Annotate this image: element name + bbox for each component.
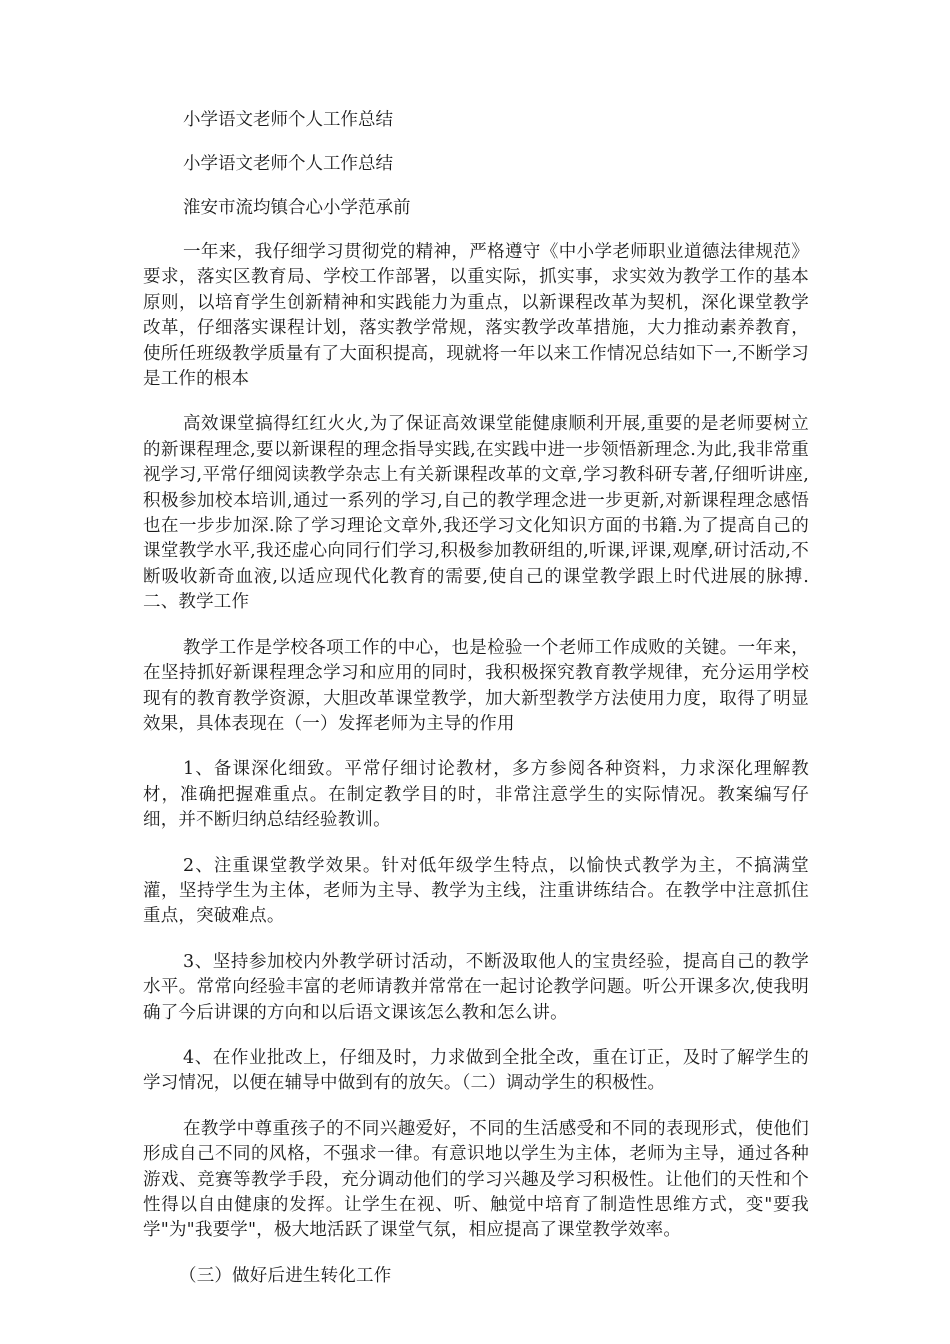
document-author: 淮安市流均镇合心小学范承前	[183, 198, 411, 218]
paragraph-student-interest: 在教学中尊重孩子的不同兴趣爱好，不同的生活感受和不同的表现形式，使他们形成自己不同的风格，不强求一律。有意识地以学生为主体，老师为主导，通过各种游戏、竞赛等教学手段，充分调动他们的学习兴趣及学习积极性。让他们的天性和个性得以自由健康的发挥。让学生在视、听、触觉中培育了制造性思维方式，变"要我学"为"我要学"，极大地活跃了课堂气氛，相应提高了课堂教学效率。	[143, 1118, 809, 1241]
paragraph-item-1: 1、备课深化细致。平常仔细讨论教材，多方参阅各种资料，力求深化理解教材，准确把握难重点。在制定教学目的时，非常注意学生的实际情况。教案编写仔细，并不断归纳总结经验教训。	[143, 759, 809, 831]
paragraph-teaching-work: 教学工作是学校各项工作的中心，也是检验一个老师工作成败的关键。一年来，在坚持抓好新课程理念学习和应用的同时，我积极探究教育教学规律，充分运用学校现有的教育教学资源，大胆改革课堂教学，加大新型教学方法使用力度，取得了明显效果，具体表现在（一）发挥老师为主导的作用	[143, 637, 809, 734]
paragraph-learning: 高效课堂搞得红红火火,为了保证高效课堂能健康顺利开展,重要的是老师要树立的新课程理念,要以新课程的理念指导实践,在实践中进一步领悟新理念.为此,我非常重视学习,平常仔细阅读教学杂志上有关新课程改革的文章,学习教科研专著,仔细听讲座,积极参加校本培训,通过一系列的学习,自己的教学理念进一步更新,对新课程理念感悟也在一步步加深.除了学习理论文章外,我还学习文化知识方面的书籍.为了提高自己的课堂教学水平,我还虚心向同行们学习,积极参加教研组的,听课,评课,观摩,研讨活动,不断吸收新奇血液,以适应现代化教育的需要,使自己的课堂教学跟上时代进展的脉搏.二、教学工作	[143, 414, 809, 613]
paragraph-item-2: 2、注重课堂教学效果。针对低年级学生特点，以愉快式教学为主，不搞满堂灌，坚持学生为主体，老师为主导、教学为主线，注重讲练结合。在教学中注意抓住重点，突破难点。	[143, 855, 809, 927]
document-subtitle: 小学语文老师个人工作总结	[183, 154, 393, 174]
document-body	[143, 108, 809, 1309]
paragraph-intro: 一年来，我仔细学习贯彻党的精神，严格遵守《中小学老师职业道德法律规范》要求，落实区教育局、学校工作部署，以重实际，抓实事，求实效为教学工作的基本原则，以培育学生创新精神和实践能力为重点，以新课程改革为契机，深化课堂教学改革，仔细落实课程计划，落实教学常规，落实教学改革措施，大力推动素养教育，使所任班级教学质量有了大面积提高，现就将一年以来工作情况总结如下一,不断学习是工作的根本	[143, 242, 809, 390]
paragraph-item-4: 4、在作业批改上，仔细及时，力求做到全批全改，重在订正，及时了解学生的学习情况，以便在辅导中做到有的放矢。（二）调动学生的积极性。	[143, 1047, 809, 1094]
paragraph-item-3: 3、坚持参加校内外教学研讨活动，不断汲取他人的宝贵经验，提高自己的教学水平。常常向经验丰富的老师请教并常常在一起讨论教学问题。听公开课多次,使我明确了今后讲课的方向和以后语文课该怎么教和怎么讲。	[143, 951, 809, 1023]
section-heading-3: （三）做好后进生转化工作	[179, 1265, 392, 1286]
document-title: 小学语文老师个人工作总结	[183, 110, 393, 130]
